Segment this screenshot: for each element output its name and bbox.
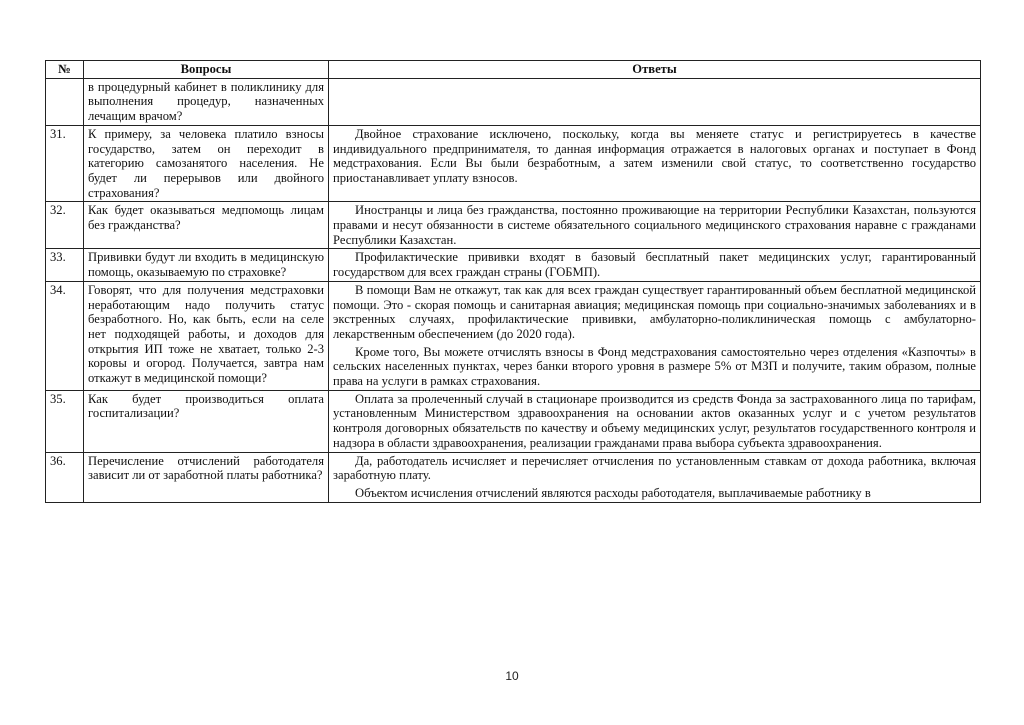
answer-paragraph: Да, работодатель исчисляет и перечисляет отчисления по установленным ставкам от дохода работника, включая заработную плату.: [333, 453, 976, 483]
row-number: 34.: [46, 281, 84, 390]
row-number: 36.: [46, 452, 84, 502]
answer-paragraph: Профилактические прививки входят в базовый бесплатный пакет медицинских услуг, гарантированный государством для всех граждан страны (ГОБМП).: [333, 250, 976, 280]
answer-paragraph: Двойное страхование исключено, поскольку, когда вы меняете статус и регистрируетесь в качестве индивидуального предпринимателя, то данная информация отражается в налоговых органах и поступает в Фонд медстрахования. Если Вы были безработным, а затем изменили свой статус, то соответственно государство приостанавливает уплату взносов.: [333, 126, 976, 185]
row-number: [46, 78, 84, 125]
answer-cell: [329, 452, 981, 502]
table-row-continuation: [46, 78, 981, 125]
page-number: 10: [505, 669, 519, 683]
row-number: 35.: [46, 390, 84, 452]
row-number: 31.: [46, 125, 84, 202]
table-header-row: [46, 61, 981, 79]
question-cell: Как будет оказываться медпомощь лицам без гражданства?: [84, 202, 329, 249]
answer-paragraph: В помощи Вам не откажут, так как для всех граждан существует гарантированный объем бесплатной медицинской помощи. Это - скорая помощь и санитарная авиация; медицинская помощь при социально-значимых заболеваниях и в экстренных случаях, профилактические прививки, амбулаторно-поликлиническая помощь с амбулаторно-лекарственным обеспечением (до 2020 года).: [333, 282, 976, 341]
table-row: [46, 249, 981, 281]
header-questions: Вопросы: [84, 61, 329, 79]
header-answers: Ответы: [329, 61, 981, 79]
answer-cell: [329, 390, 981, 452]
table-row: [46, 202, 981, 249]
row-number: 32.: [46, 202, 84, 249]
answer-paragraph: Иностранцы и лица без гражданства, постоянно проживающие на территории Республики Казахстан, пользуются правами и несут обязанности в системе обязательного социального медицинского страхования наравне с гражданами Республики Казахстан.: [333, 203, 976, 247]
question-cell: Говорят, что для получения медстраховки неработающим надо получить статус безработного. Но, как быть, если на селе нет подходящей работы, и доходов для открытия ИП тоже не хватает, только 2-3 коровы и огород. Получается, завтра нам откажут в медицинской помощи?: [84, 281, 329, 390]
faq-table: [45, 60, 981, 503]
answer-cell: [329, 202, 981, 249]
question-cell: К примеру, за человека платило взносы государство, затем он переходит в категорию самозанятого населения. Не будет ли перерывов или двойного страхования?: [84, 125, 329, 202]
answer-cell: [329, 125, 981, 202]
header-num: №: [46, 61, 84, 79]
answer-paragraph: Кроме того, Вы можете отчислять взносы в Фонд медстрахования самостоятельно через отделения «Казпочты» в сельских населенных пунктах, через банки второго уровня в размере 5% от МЗП и получите, таким образом, полные права на услуги в рамках страхования.: [333, 344, 976, 389]
table-row: [46, 281, 981, 390]
question-cell: в процедурный кабинет в поликлинику для выполнения процедур, назначенных лечащим врачом?: [84, 78, 329, 125]
question-cell: Перечисление отчислений работодателя зависит ли от заработной платы работника?: [84, 452, 329, 502]
answer-cell: [329, 281, 981, 390]
answer-cell: [329, 78, 981, 125]
question-cell: Прививки будут ли входить в медицинскую помощь, оказываемую по страховке?: [84, 249, 329, 281]
table-row: [46, 452, 981, 502]
row-number: 33.: [46, 249, 84, 281]
table-row: [46, 125, 981, 202]
answer-paragraph: Оплата за пролеченный случай в стационаре производится из средств Фонда за застрахованного лица по тарифам, установленным Министерством здравоохранения на основании актов оказанных услуг и с учетом результатов контроля договорных обязательств по качеству и объему медицинских услуг, результатов государственного контроля и надзора в области здравоохранения, реализации гражданами права выбора субъекта здравоохранения.: [333, 391, 976, 450]
answer-paragraph: Объектом исчисления отчислений являются расходы работодателя, выплачиваемые работнику в: [355, 485, 871, 500]
answer-cell: [329, 249, 981, 281]
table-row: [46, 390, 981, 452]
question-cell: Как будет производиться оплата госпитализации?: [84, 390, 329, 452]
